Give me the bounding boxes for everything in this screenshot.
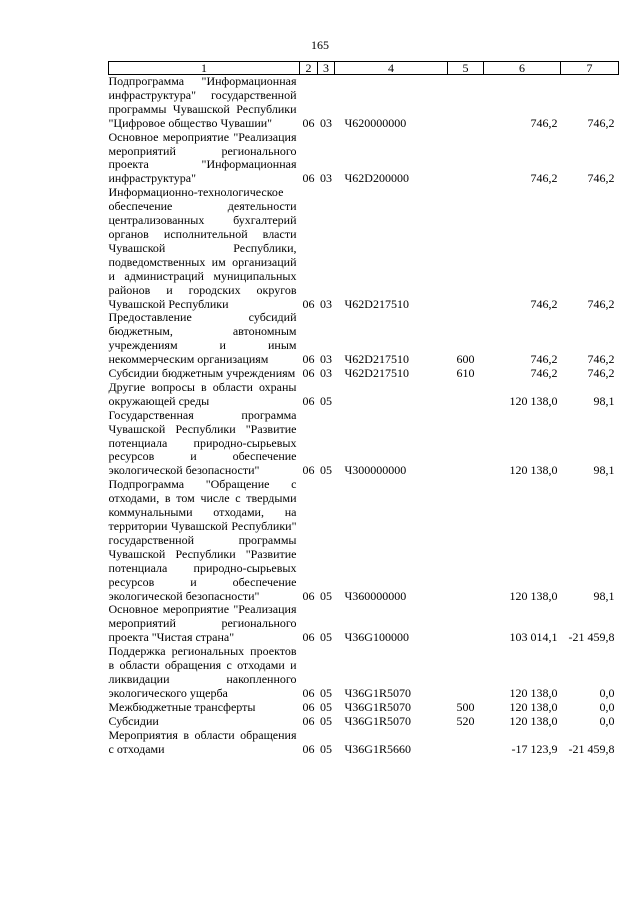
- row-amount-2: 98,1: [593, 588, 615, 603]
- row-target-article: Ч62D217510: [344, 352, 409, 367]
- table-header-row: [109, 62, 619, 75]
- row-section: 06: [302, 352, 315, 367]
- row-section: 06: [302, 630, 315, 645]
- table-row: [109, 311, 619, 367]
- row-expense-type: [448, 645, 484, 701]
- row-expense-type: 520: [456, 713, 475, 728]
- row-target-article: Ч36G1R5660: [344, 741, 411, 756]
- row-amount-2: -21 459,8: [568, 741, 615, 756]
- row-section: 06: [302, 296, 315, 311]
- row-subsection: 05: [320, 741, 332, 756]
- budget-table: [108, 61, 619, 756]
- row-amount-2: 98,1: [593, 463, 615, 478]
- row-section: 06: [302, 741, 315, 756]
- row-amount-1: 120 138,0: [509, 588, 558, 603]
- row-name: Мероприятия в области обращения с отходами: [108, 727, 297, 756]
- table-row: [109, 75, 619, 131]
- row-target-article: Ч36G1R5070: [344, 685, 411, 700]
- row-target-article: Ч360000000: [344, 588, 407, 603]
- row-amount-2: 746,2: [587, 171, 615, 186]
- column-header-6: 6: [484, 62, 561, 75]
- column-header-4: 4: [335, 62, 448, 75]
- row-amount-2: -21 459,8: [568, 630, 615, 645]
- row-expense-type: [448, 603, 484, 645]
- row-name: Поддержка региональных проектов в области обращения с отходами и ликвидации накопленного экологического ущерба: [108, 644, 297, 700]
- row-expense-type: [448, 131, 484, 187]
- row-section: 06: [302, 713, 315, 728]
- row-name: Информационно-технологическое обеспечение деятельности централизованных бухгалтерий органов исполнительной власти Чувашской Республики, подведомственных им организаций и администраций муниципальных районов и городских округов Чувашской Республики: [108, 185, 297, 311]
- table-row: [109, 729, 619, 757]
- row-section: 06: [302, 588, 315, 603]
- table-row: [109, 645, 619, 701]
- row-target-article: Ч36G1R5070: [344, 713, 411, 728]
- row-target-article: Ч36G1R5070: [344, 699, 411, 714]
- row-name: Другие вопросы в области охраны окружающей среды: [108, 379, 297, 408]
- row-amount-2: 0,0: [599, 699, 615, 714]
- row-expense-type: 500: [456, 699, 475, 714]
- row-name: Подпрограмма "Информационная инфраструктура" государственной программы Чувашской Республики "Цифровое общество Чувашии": [108, 74, 297, 130]
- table-row: [109, 409, 619, 479]
- row-subsection: 05: [320, 588, 332, 603]
- row-expense-type: 600: [456, 352, 475, 367]
- row-name: Субсидии: [108, 713, 159, 728]
- row-expense-type: [448, 186, 484, 311]
- row-name: Государственная программа Чувашской Республики "Развитие потенциала природно-сырьевых ресурсов и обеспечение экологической безопасности": [108, 407, 297, 478]
- row-section: 06: [302, 685, 315, 700]
- row-subsection: 03: [320, 352, 332, 367]
- row-expense-type: [448, 75, 484, 131]
- row-subsection: 05: [320, 699, 332, 714]
- column-header-5: 5: [448, 62, 484, 75]
- row-amount-2: 98,1: [593, 393, 615, 408]
- column-header-3: 3: [318, 62, 335, 75]
- row-expense-type: [448, 409, 484, 479]
- row-amount-1: 120 138,0: [509, 685, 558, 700]
- column-header-1: 1: [109, 62, 300, 75]
- table-row: [109, 186, 619, 311]
- row-amount-1: 746,2: [530, 352, 558, 367]
- column-header-7: 7: [561, 62, 619, 75]
- row-amount-1: -17 123,9: [511, 741, 558, 756]
- row-amount-1: 120 138,0: [509, 699, 558, 714]
- row-name: Подпрограмма "Обращение с отходами, в том числе с твердыми коммунальными отходами, на территории Чувашской Республики" государственной программы Чувашской Республики "Развитие потенциала природно-сырьевых ресурсов и обеспечение экологической безопасности": [108, 477, 297, 603]
- row-amount-1: 746,2: [530, 296, 558, 311]
- row-amount-2: 746,2: [587, 296, 615, 311]
- row-subsection: 05: [320, 630, 332, 645]
- row-amount-1: 120 138,0: [509, 713, 558, 728]
- table-row: [109, 478, 619, 603]
- table-row: [109, 367, 619, 381]
- row-subsection: 03: [320, 296, 332, 311]
- row-expense-type: [448, 729, 484, 757]
- row-section: 06: [302, 699, 315, 714]
- row-section: 06: [302, 115, 315, 130]
- row-amount-1: 746,2: [530, 115, 558, 130]
- row-amount-1: 120 138,0: [509, 463, 558, 478]
- table-row: [109, 701, 619, 715]
- table-row: [109, 131, 619, 187]
- row-target-article: Ч36G100000: [344, 630, 409, 645]
- table-body: [109, 75, 619, 757]
- row-subsection: 05: [320, 713, 332, 728]
- row-expense-type: [448, 478, 484, 603]
- row-subsection: 05: [320, 393, 332, 408]
- row-amount-1: 103 014,1: [509, 630, 558, 645]
- row-subsection: 03: [320, 171, 332, 186]
- row-name: Основное мероприятие "Реализация мероприятий регионального проекта "Информационная инфраструктура": [108, 129, 297, 186]
- row-target-article: [335, 381, 448, 409]
- row-subsection: 05: [320, 463, 332, 478]
- column-header-2: 2: [300, 62, 318, 75]
- row-target-article: Ч300000000: [344, 463, 407, 478]
- row-amount-1: 120 138,0: [509, 393, 558, 408]
- table-row: [109, 603, 619, 645]
- row-amount-1: 746,2: [530, 171, 558, 186]
- row-subsection: 03: [320, 366, 332, 381]
- row-section: 06: [302, 171, 315, 186]
- row-section: 06: [302, 463, 315, 478]
- row-amount-2: 0,0: [599, 685, 615, 700]
- row-target-article: Ч620000000: [344, 115, 407, 130]
- row-section: 06: [302, 366, 315, 381]
- row-amount-2: 746,2: [587, 366, 615, 381]
- row-subsection: 03: [320, 115, 332, 130]
- row-amount-2: 746,2: [587, 115, 615, 130]
- table-row: [109, 381, 619, 409]
- row-name: Субсидии бюджетным учреждениям: [108, 366, 296, 381]
- row-expense-type: [448, 381, 484, 409]
- row-name: Предоставление субсидий бюджетным, автономным учреждениям и иным некоммерческим организациям: [108, 310, 297, 367]
- row-amount-1: 746,2: [530, 366, 558, 381]
- page-number: 165: [311, 38, 329, 52]
- row-section: 06: [302, 393, 315, 408]
- row-amount-2: 746,2: [587, 352, 615, 367]
- row-subsection: 05: [320, 685, 332, 700]
- table-row: [109, 715, 619, 729]
- row-target-article: Ч62D217510: [344, 366, 409, 381]
- row-amount-2: 0,0: [599, 713, 615, 728]
- row-target-article: Ч62D200000: [344, 171, 409, 186]
- row-name: Основное мероприятие "Реализация мероприятий регионального проекта "Чистая страна": [108, 602, 297, 645]
- row-expense-type: 610: [456, 366, 475, 381]
- row-target-article: Ч62D217510: [344, 296, 409, 311]
- row-name: Межбюджетные трансферты: [108, 699, 256, 714]
